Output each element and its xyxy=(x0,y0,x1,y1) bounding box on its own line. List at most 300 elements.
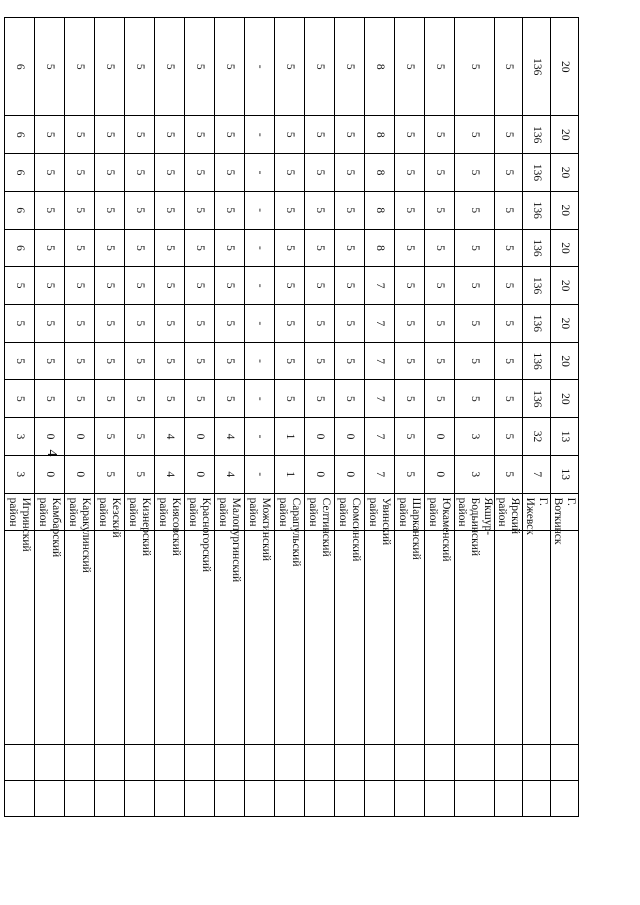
table-cell-value: 5 xyxy=(35,191,65,229)
table-row xyxy=(245,18,275,853)
table-cell-value: 5 xyxy=(335,18,365,116)
table-cell-district: Каракулинский район xyxy=(65,493,95,531)
table-cell-value: 136 xyxy=(523,18,551,116)
table-cell-empty xyxy=(395,780,425,816)
table-cell-empty xyxy=(455,780,495,816)
table-cell-value: 5 xyxy=(495,342,523,380)
table-cell-empty xyxy=(185,744,215,780)
table-cell-empty xyxy=(155,531,185,744)
table-cell-value: 0 xyxy=(335,418,365,456)
table-row xyxy=(215,18,245,853)
table-cell-empty xyxy=(245,531,275,744)
table-cell-value: 5 xyxy=(35,342,65,380)
table-cell-value: 5 xyxy=(335,229,365,267)
table-cell-district: Игринский район xyxy=(5,493,35,531)
table-cell-value: 6 xyxy=(5,18,35,116)
table-cell-value: 0 xyxy=(35,418,65,456)
table-cell-empty xyxy=(275,744,305,780)
table-cell-value: 5 xyxy=(215,267,245,305)
table-cell-value: 5 xyxy=(335,267,365,305)
table-cell-empty xyxy=(455,744,495,780)
table-cell-empty xyxy=(305,531,335,744)
table-cell-empty xyxy=(365,780,395,816)
table-cell-value: 5 xyxy=(185,229,215,267)
table-row xyxy=(365,18,395,853)
table-row xyxy=(125,18,155,853)
table-cell-district: Камбарский район xyxy=(35,493,65,531)
table-cell-value: 5 xyxy=(275,305,305,343)
table-cell-value: 5 xyxy=(495,380,523,418)
table-cell-empty xyxy=(125,780,155,816)
table-cell-value: 5 xyxy=(495,455,523,493)
table-cell-value: 6 xyxy=(5,154,35,192)
table-cell-empty xyxy=(455,531,495,744)
table-cell-value: 5 xyxy=(395,342,425,380)
table-cell-value: 5 xyxy=(275,267,305,305)
table-cell-empty xyxy=(305,780,335,816)
table-cell-value: 5 xyxy=(95,418,125,456)
table-cell-value: 5 xyxy=(425,342,455,380)
table-cell-value: 5 xyxy=(5,267,35,305)
table-cell-district: Кезский район xyxy=(95,493,125,531)
table-cell-district: Юкаменский район xyxy=(425,493,455,531)
table-cell-value: 5 xyxy=(275,380,305,418)
table-cell-value: 32 xyxy=(523,418,551,456)
table-cell-value: 5 xyxy=(35,380,65,418)
table-cell-value: 8 xyxy=(365,191,395,229)
table-cell-value: 5 xyxy=(305,116,335,154)
table-cell-empty xyxy=(65,780,95,816)
table-cell-value: 136 xyxy=(523,305,551,343)
table-cell-value: 5 xyxy=(425,154,455,192)
table-cell-value: 5 xyxy=(185,380,215,418)
table-cell-value: 5 xyxy=(335,380,365,418)
table-cell-value: 5 xyxy=(395,267,425,305)
table-cell-empty xyxy=(365,744,395,780)
table-cell-empty xyxy=(245,744,275,780)
table-cell-value: 3 xyxy=(5,418,35,456)
table-cell-value: 5 xyxy=(335,191,365,229)
table-cell-empty xyxy=(155,744,185,780)
table-cell-value: 8 xyxy=(365,116,395,154)
table-cell-value: 7 xyxy=(365,380,395,418)
table-cell-value: 5 xyxy=(185,18,215,116)
table-cell-value: 5 xyxy=(455,116,495,154)
table-cell-value: 5 xyxy=(275,342,305,380)
table-cell-value: 5 xyxy=(155,18,185,116)
table-cell-value: 5 xyxy=(275,191,305,229)
table-cell-district: Красногорский район xyxy=(185,493,215,531)
table-cell-value: 5 xyxy=(125,229,155,267)
table-cell-value: 5 xyxy=(155,229,185,267)
table-cell-value: 5 xyxy=(95,305,125,343)
table-cell-value: 5 xyxy=(125,267,155,305)
table-cell-value: 136 xyxy=(523,191,551,229)
table-cell-value: 5 xyxy=(215,116,245,154)
table-cell-value: 136 xyxy=(523,154,551,192)
table-cell-value: 13 xyxy=(551,418,579,456)
table-cell-empty xyxy=(365,531,395,744)
table-row xyxy=(305,18,335,853)
table-cell-value: 5 xyxy=(35,229,65,267)
table-cell-value: 5 xyxy=(495,229,523,267)
table-cell-empty xyxy=(35,780,65,816)
table-cell-value: 7 xyxy=(365,305,395,343)
table-row xyxy=(335,18,365,853)
table-cell-value: 6 xyxy=(5,116,35,154)
table-cell-value: 5 xyxy=(35,116,65,154)
table-cell-empty xyxy=(95,780,125,816)
table-cell-value: 5 xyxy=(125,154,155,192)
table-cell-value: 136 xyxy=(523,342,551,380)
table-cell-value: 0 xyxy=(425,418,455,456)
table-cell-value: 5 xyxy=(95,18,125,116)
table-cell-value: 5 xyxy=(395,455,425,493)
table-cell-empty xyxy=(125,531,155,744)
table-cell-value: 5 xyxy=(95,455,125,493)
table-cell-empty xyxy=(5,531,35,744)
table-cell-value: 5 xyxy=(95,342,125,380)
table-row xyxy=(155,18,185,853)
district-data-table xyxy=(4,17,579,853)
table-cell-value: 8 xyxy=(365,229,395,267)
table-cell-value: 20 xyxy=(551,229,579,267)
table-cell-value: 4 xyxy=(215,418,245,456)
table-row xyxy=(523,18,551,853)
table-cell-value: 5 xyxy=(455,154,495,192)
table-cell-empty xyxy=(95,744,125,780)
table-cell-value: 5 xyxy=(125,116,155,154)
table-cell-value: 5 xyxy=(495,18,523,116)
table-cell-district: Сарапульский район xyxy=(275,493,305,531)
table-cell-value: 5 xyxy=(185,154,215,192)
table-cell-empty xyxy=(155,780,185,816)
table-cell-empty xyxy=(395,531,425,744)
table-cell-district: Г. Воткинск xyxy=(551,493,579,531)
table-row xyxy=(275,18,305,853)
table-cell-value: - xyxy=(245,18,275,116)
page-number: 4 xyxy=(44,449,59,457)
table-cell-value: 5 xyxy=(275,116,305,154)
table-cell-empty xyxy=(35,531,65,744)
table-cell-empty xyxy=(551,744,579,780)
table-cell-value: 5 xyxy=(125,455,155,493)
table-cell-value: 5 xyxy=(65,229,95,267)
table-cell-value: 5 xyxy=(5,305,35,343)
table-cell-value: 136 xyxy=(523,229,551,267)
table-cell-value: 5 xyxy=(35,18,65,116)
table-cell-value: - xyxy=(245,380,275,418)
table-cell-district: Кизнерский район xyxy=(125,493,155,531)
table-cell-value: 5 xyxy=(425,229,455,267)
table-cell-value: - xyxy=(245,229,275,267)
table-cell-empty xyxy=(185,780,215,816)
table-cell-value: 5 xyxy=(35,267,65,305)
table-cell-value: 5 xyxy=(305,305,335,343)
table-cell-value: 5 xyxy=(65,380,95,418)
table-cell-value: 5 xyxy=(5,380,35,418)
table-cell-value: 5 xyxy=(65,267,95,305)
table-cell-value: 5 xyxy=(215,154,245,192)
table-cell-value: 20 xyxy=(551,342,579,380)
table-cell-value: 20 xyxy=(551,116,579,154)
table-cell-value: 3 xyxy=(455,418,495,456)
table-cell-value: 5 xyxy=(395,418,425,456)
table-cell-value: 5 xyxy=(425,191,455,229)
table-cell-district: Можгинский район xyxy=(245,493,275,531)
table-cell-value: 1 xyxy=(275,418,305,456)
table-cell-value: 7 xyxy=(523,455,551,493)
table-cell-empty xyxy=(523,780,551,816)
table-cell-value: 5 xyxy=(395,18,425,116)
table-cell-value: 7 xyxy=(365,267,395,305)
table-cell-district: Селтинский район xyxy=(305,493,335,531)
table-cell-value: 5 xyxy=(425,18,455,116)
table-cell-value: 5 xyxy=(155,342,185,380)
table-cell-empty xyxy=(395,744,425,780)
table-cell-value: 5 xyxy=(95,116,125,154)
table-cell-empty xyxy=(425,780,455,816)
table-cell-value: 5 xyxy=(125,418,155,456)
table-cell-value: 136 xyxy=(523,267,551,305)
table-cell-value: - xyxy=(245,455,275,493)
table-cell-value: 20 xyxy=(551,191,579,229)
table-row xyxy=(495,18,523,853)
table-row xyxy=(551,18,579,853)
table-cell-value: 5 xyxy=(5,342,35,380)
table-cell-value: 5 xyxy=(65,18,95,116)
table-cell-value: 5 xyxy=(155,267,185,305)
table-cell-value: 5 xyxy=(215,18,245,116)
table-cell-value: 5 xyxy=(495,305,523,343)
table-cell-value: 136 xyxy=(523,380,551,418)
table-cell-value: 5 xyxy=(65,154,95,192)
table-cell-value: 5 xyxy=(125,191,155,229)
table-cell-value: 5 xyxy=(125,342,155,380)
table-cell-value: 5 xyxy=(425,116,455,154)
table-cell-value: 5 xyxy=(305,191,335,229)
table-cell-value: 5 xyxy=(125,18,155,116)
table-row xyxy=(455,18,495,853)
table-cell-value: 20 xyxy=(551,154,579,192)
table-cell-value: 4 xyxy=(155,418,185,456)
table-cell-value: 5 xyxy=(455,229,495,267)
table-cell-value: 13 xyxy=(551,455,579,493)
table-cell-district: Ярский район xyxy=(495,493,523,531)
table-row xyxy=(35,18,65,853)
table-cell-value: 5 xyxy=(35,154,65,192)
table-cell-empty xyxy=(245,780,275,816)
table-cell-value: 5 xyxy=(305,380,335,418)
table-cell-value: 5 xyxy=(495,191,523,229)
table-cell-value: 5 xyxy=(185,267,215,305)
table-cell-value: 0 xyxy=(65,455,95,493)
table-cell-empty xyxy=(425,531,455,744)
table-cell-value: - xyxy=(245,305,275,343)
table-cell-value: 5 xyxy=(65,305,95,343)
table-cell-value: 5 xyxy=(335,116,365,154)
table-cell-value: 5 xyxy=(425,267,455,305)
table-cell-empty xyxy=(305,744,335,780)
table-cell-value: 5 xyxy=(305,342,335,380)
table-cell-value: 5 xyxy=(495,418,523,456)
table-cell-value: 5 xyxy=(425,305,455,343)
table-cell-value: 5 xyxy=(155,154,185,192)
table-cell-value: 5 xyxy=(395,191,425,229)
table-row xyxy=(65,18,95,853)
table-cell-empty xyxy=(495,780,523,816)
table-cell-district: Шарканский район xyxy=(395,493,425,531)
table-cell-empty xyxy=(335,744,365,780)
table-row xyxy=(5,18,35,853)
table-cell-empty xyxy=(495,744,523,780)
table-cell-value: 8 xyxy=(365,154,395,192)
table-cell-value: 5 xyxy=(95,267,125,305)
table-cell-empty xyxy=(5,744,35,780)
table-cell-value: 5 xyxy=(95,380,125,418)
table-cell-value: 0 xyxy=(185,455,215,493)
table-row xyxy=(425,18,455,853)
table-cell-value: - xyxy=(245,418,275,456)
table-cell-value: 5 xyxy=(185,191,215,229)
table-cell-value: 5 xyxy=(95,154,125,192)
table-cell-value: 0 xyxy=(35,455,65,493)
table-cell-district: Г. Ижевск xyxy=(523,493,551,531)
table-cell-district: Малопургинский район xyxy=(215,493,245,531)
table-cell-value: 5 xyxy=(305,18,335,116)
table-cell-value: 5 xyxy=(155,116,185,154)
table-cell-value: 4 xyxy=(215,455,245,493)
table-cell-empty xyxy=(523,744,551,780)
table-cell-value: 6 xyxy=(5,229,35,267)
table-cell-value: 5 xyxy=(125,380,155,418)
table-cell-value: 5 xyxy=(455,305,495,343)
table-row xyxy=(95,18,125,853)
table-cell-value: 5 xyxy=(495,267,523,305)
table-cell-value: 5 xyxy=(455,191,495,229)
table-cell-empty xyxy=(215,744,245,780)
table-cell-empty xyxy=(215,780,245,816)
table-cell-value: 20 xyxy=(551,18,579,116)
table-cell-value: 5 xyxy=(185,305,215,343)
table-cell-district: Сюмсинский район xyxy=(335,493,365,531)
table-cell-value: 4 xyxy=(155,455,185,493)
table-cell-value: 5 xyxy=(215,380,245,418)
table-cell-value: 5 xyxy=(455,342,495,380)
table-row xyxy=(395,18,425,853)
table-cell-value: 6 xyxy=(5,191,35,229)
table-cell-value: 3 xyxy=(5,455,35,493)
table-cell-empty xyxy=(275,780,305,816)
table-cell-value: 5 xyxy=(275,18,305,116)
table-cell-value: 7 xyxy=(365,455,395,493)
table-cell-value: 5 xyxy=(185,342,215,380)
table-cell-value: 5 xyxy=(95,229,125,267)
table-cell-value: 20 xyxy=(551,380,579,418)
table-body xyxy=(5,18,579,853)
rotated-table-sheet xyxy=(7,17,579,853)
table-cell-empty xyxy=(65,744,95,780)
table-cell-district: Якшур-Бодьинский район xyxy=(455,493,495,531)
table-cell-value: 5 xyxy=(395,229,425,267)
table-cell-value: 0 xyxy=(185,418,215,456)
table-cell-empty xyxy=(35,744,65,780)
table-cell-value: 5 xyxy=(125,305,155,343)
table-cell-empty xyxy=(5,780,35,816)
table-cell-value: 5 xyxy=(455,267,495,305)
table-cell-value: 5 xyxy=(155,380,185,418)
table-cell-value: 1 xyxy=(275,455,305,493)
table-cell-empty xyxy=(425,744,455,780)
table-cell-empty xyxy=(95,531,125,744)
table-cell-value: 5 xyxy=(335,342,365,380)
table-cell-value: 5 xyxy=(395,154,425,192)
table-cell-value: 5 xyxy=(35,305,65,343)
table-cell-value: - xyxy=(245,267,275,305)
table-cell-empty xyxy=(551,780,579,816)
table-cell-district: Увинский район xyxy=(365,493,395,531)
table-cell-value: 0 xyxy=(425,455,455,493)
table-cell-value: 5 xyxy=(395,116,425,154)
table-cell-empty xyxy=(335,780,365,816)
table-cell-empty xyxy=(523,531,551,744)
table-cell-value: 5 xyxy=(155,305,185,343)
table-cell-value: 7 xyxy=(365,418,395,456)
table-cell-value: 5 xyxy=(305,154,335,192)
table-cell-value: - xyxy=(245,342,275,380)
table-cell-value: 20 xyxy=(551,305,579,343)
table-cell-value: 5 xyxy=(65,191,95,229)
table-cell-district: Киясовский район xyxy=(155,493,185,531)
table-cell-value: 5 xyxy=(215,305,245,343)
table-cell-value: 5 xyxy=(335,154,365,192)
table-cell-value: - xyxy=(245,191,275,229)
table-cell-empty xyxy=(125,744,155,780)
table-cell-value: 5 xyxy=(305,229,335,267)
table-cell-value: 20 xyxy=(551,267,579,305)
table-cell-value: - xyxy=(245,116,275,154)
table-cell-value: 5 xyxy=(215,229,245,267)
table-row xyxy=(185,18,215,853)
table-cell-value: 5 xyxy=(275,154,305,192)
table-cell-value: 136 xyxy=(523,116,551,154)
table-cell-empty xyxy=(495,531,523,744)
table-cell-value: 5 xyxy=(455,18,495,116)
table-cell-value: 5 xyxy=(335,305,365,343)
table-cell-value: - xyxy=(245,154,275,192)
table-cell-value: 0 xyxy=(65,418,95,456)
table-cell-value: 5 xyxy=(215,342,245,380)
table-cell-value: 5 xyxy=(155,191,185,229)
table-cell-value: 5 xyxy=(95,191,125,229)
table-cell-value: 5 xyxy=(65,116,95,154)
table-cell-value: 0 xyxy=(335,455,365,493)
table-cell-empty xyxy=(335,531,365,744)
table-cell-value: 5 xyxy=(275,229,305,267)
table-cell-value: 5 xyxy=(495,154,523,192)
table-cell-value: 5 xyxy=(395,305,425,343)
table-cell-value: 5 xyxy=(495,116,523,154)
table-cell-value: 0 xyxy=(305,418,335,456)
table-cell-value: 5 xyxy=(425,380,455,418)
table-cell-value: 5 xyxy=(185,116,215,154)
table-cell-value: 5 xyxy=(65,342,95,380)
table-cell-value: 5 xyxy=(305,267,335,305)
table-cell-value: 0 xyxy=(305,455,335,493)
table-cell-value: 3 xyxy=(455,455,495,493)
table-cell-value: 5 xyxy=(455,380,495,418)
table-cell-value: 7 xyxy=(365,342,395,380)
